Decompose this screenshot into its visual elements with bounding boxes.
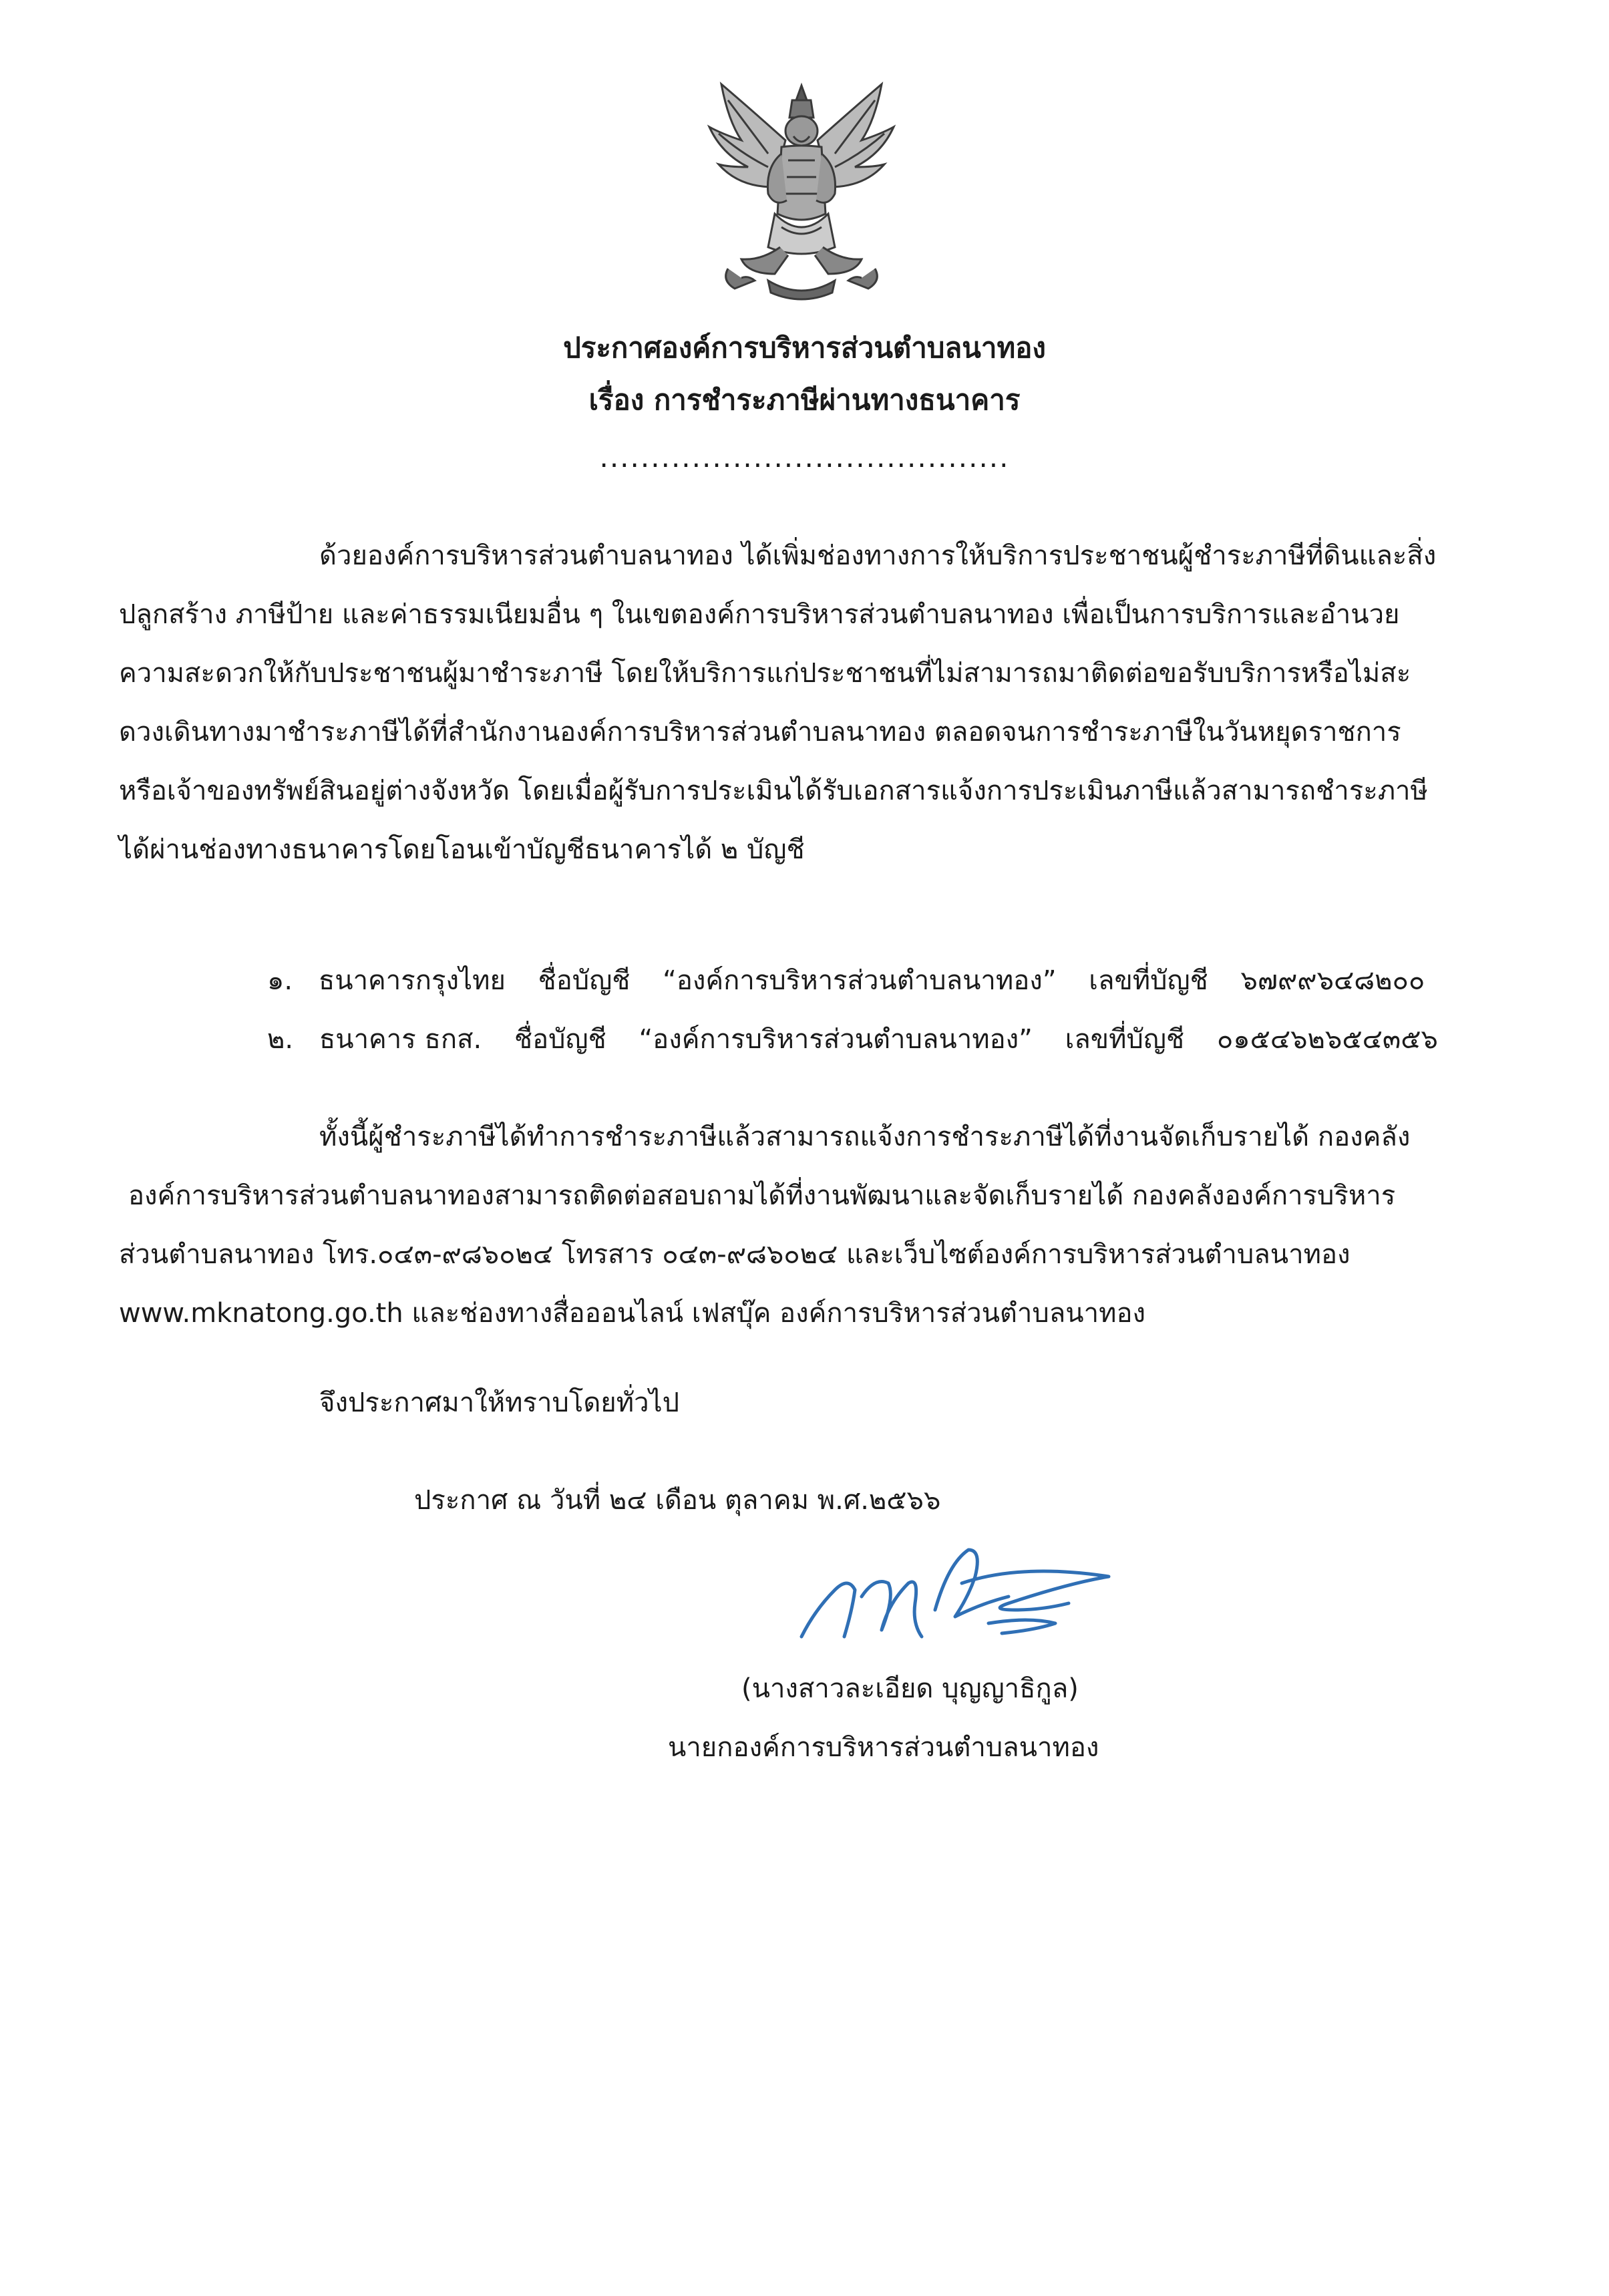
paragraph1-line: ได้ผ่านช่องทางธนาคารโดยโอนเข้าบัญชีธนาคารได้ ๒ บัญชี	[119, 834, 805, 865]
signer-position: นายกองค์การบริหารส่วนตำบลนาทอง	[668, 1732, 1099, 1763]
account-no: ๐๑๕๔๖๒๖๕๔๓๕๖	[1216, 1024, 1438, 1055]
bank-name: ธนาคาร ธกส.	[319, 1024, 482, 1055]
paragraph1-line: ด้วยองค์การบริหารส่วนตำบลนาทอง ได้เพิ่มช่องทางการให้บริการประชาชนผู้ชำระภาษีที่ดินและสิ่ง	[319, 540, 1437, 571]
paragraph1-line: ความสะดวกให้กับประชาชนผู้มาชำระภาษี โดยให้บริการแก่ประชาชนที่ไม่สามารถมาติดต่อขอรับบริการหรือไม่สะ	[119, 658, 1411, 689]
bank-account-item	[267, 1026, 1438, 1053]
account-no: ๖๗๙๙๖๔๘๒๐๐	[1240, 965, 1425, 996]
account-no-label: เลขที่บัญชี	[1065, 1024, 1185, 1055]
bank-name: ธนาคารกรุงไทย	[318, 965, 506, 996]
paragraph2-line: องค์การบริหารส่วนตำบลนาทองสามารถติดต่อสอบถามได้ที่งานพัฒนาและจัดเก็บรายได้ กองคลังองค์การบริหาร	[128, 1180, 1396, 1211]
account-name-label: ชื่อบัญชี	[514, 1024, 606, 1055]
bank-account-item	[267, 967, 1425, 994]
paragraph2-line: ทั้งนี้ผู้ชำระภาษีได้ทำการชำระภาษีแล้วสามารถแจ้งการชำระภาษีได้ที่งานจัดเก็บรายได้ กองคลัง	[319, 1122, 1411, 1152]
paragraph2-line: ส่วนตำบลนาทอง โทร.๐๔๓-๙๘๖๐๒๔ โทรสาร ๐๔๓-๙๘๖๐๒๔ และเว็บไซต์องค์การบริหารส่วนตำบลนาทอง	[119, 1239, 1351, 1270]
account-number-marker: ๒.	[267, 1024, 294, 1055]
account-number-marker: ๑.	[267, 965, 293, 996]
announcement-date: ประกาศ ณ วันที่ ๒๔ เดือน ตุลาคม พ.ศ.๒๕๖๖	[414, 1485, 941, 1516]
garuda-emblem-icon	[701, 80, 902, 307]
announcement-subject: เรื่อง การชำระภาษีผ่านทางธนาคาร	[588, 383, 1021, 416]
paragraph2-line: www.mknatong.go.th และช่องทางสื่อออนไลน์ เฟสบุ๊ค องค์การบริหารส่วนตำบลนาทอง	[119, 1298, 1145, 1329]
closing-statement: จึงประกาศมาให้ทราบโดยทั่วไป	[319, 1387, 680, 1418]
signer-name: (นางสาวละเอียด บุญญาธิกูล)	[741, 1673, 1079, 1704]
account-name: “องค์การบริหารส่วนตำบลนาทอง”	[663, 965, 1057, 996]
paragraph1-line: หรือเจ้าของทรัพย์สินอยู่ต่างจังหวัด โดยเมื่อผู้รับการประเมินได้รับเอกสารแจ้งการประเมินภาษีแล้วสามารถชำระภาษี	[119, 776, 1428, 806]
account-name-label: ชื่อบัญชี	[538, 965, 631, 996]
account-no-label: เลขที่บัญชี	[1089, 965, 1208, 996]
announcement-title: ประกาศองค์การบริหารส่วนตำบลนาทอง	[563, 331, 1046, 364]
account-name: “องค์การบริหารส่วนตำบลนาทอง”	[639, 1024, 1033, 1055]
handwritten-signature	[788, 1536, 1135, 1657]
paragraph1-line: ดวงเดินทางมาชำระภาษีได้ที่สำนักงานองค์การบริหารส่วนตำบลนาทอง ตลอดจนการชำระภาษีในวันหยุดราชการ	[119, 717, 1401, 748]
title-separator: ........................................	[599, 441, 1010, 474]
paragraph1-line: ปลูกสร้าง ภาษีป้าย และค่าธรรมเนียมอื่น ๆ ในเขตองค์การบริหารส่วนตำบลนาทอง เพื่อเป็นการบริการและอำนวย	[119, 599, 1400, 630]
